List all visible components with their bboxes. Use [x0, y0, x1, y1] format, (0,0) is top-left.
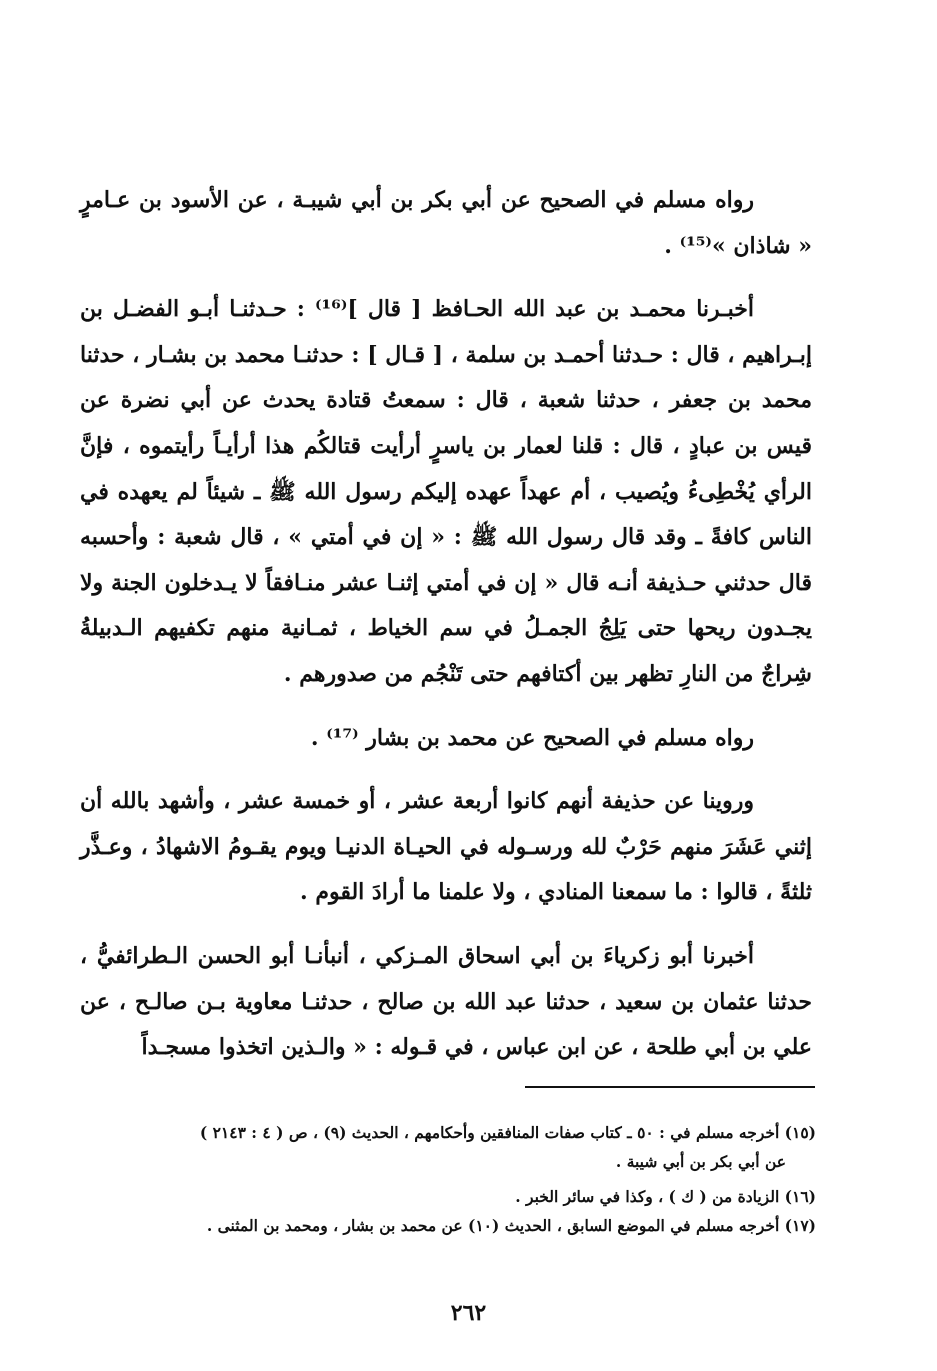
paragraph-4: وروينا عن حذيفة أنهم كانوا أربعة عشر ، أو خمسة عشر ، وأشهد بالله أن إثني عَشَرَ منهم حَرْبٌ لله ورسـوله في الحيـاة الدنيـا ويوم يقـومُ الاشهادُ ، وعـذَّر ثلثةً ، قالوا : ما سمعنا المنادي ، ولا علمنا ما أرادَ القوم .	[80, 788, 812, 906]
main-text	[80, 178, 812, 1071]
footnotes	[76, 1118, 816, 1240]
footnote-15-continuation: عن أبي بكر بن أبي شيبة .	[615, 1152, 786, 1171]
footnote-divider	[525, 1086, 815, 1088]
footnote-15: (١٥) أخرجه مسلم في : ٥٠ ـ كتاب صفات المنافقين وأحكامهم ، الحديث (٩) ، ص ( ٤ : ٢١٤٣ )	[199, 1123, 816, 1142]
paragraph-1: رواه مسلم في الصحيح عن أبي بكر بن أبي شيبـة ، عن الأسود بن عـامرٍ « شاذان »⁽¹⁵⁾ .	[80, 187, 812, 259]
footnote-16: (١٦) الزيادة من ( ك ) ، وكذا في سائر الخبر .	[515, 1187, 816, 1206]
paragraph-3: رواه مسلم في الصحيح عن محمد بن بشار ⁽¹⁷⁾ .	[310, 724, 754, 751]
paragraph-2: أخبـرنا محمـد بن عبد الله الحـافظ [ قال ]⁽¹⁶⁾ : حـدثنـا أبـو الفضـل بن إبـراهيم ، قال : حـدثنا أحمـد بن سلمة ، [ قـال ] : حدثنـا محمد بن بشـار ، حدثنا محمد بن جعفر ، حدثنا شعبة ، قال : سمعتُ قتادة يحدث عن أبي نضرة عن قيس بن عبادٍ ، قال : قلنا لعمار بن ياسرٍ أرأيت قتالكُم هذا أرأيـاً رأيتموه ، فإنَّ الرأي يُخْطِىءُ ويُصيب ، أم عهداً عهده إليكم رسول الله ﷺ ـ شيئاً لم يعهده في الناس كافةً ـ وقد قال رسول الله ﷺ : « إن في أمتي » ، قال شعبة : وأحسبه قال حدثني حـذيفة أنـه قال « إن في أمتي إثنـا عشر منـافقاً لا يـدخلون الجنة ولا يجـدون ريحها حتى يَلِجُ الجمـلُ في سم الخياط ، ثمـانية منهم تكفيهم الـدبيلةُ شِراجٌ من النارِ تظهر بين أكتافهم حتى تَنْجُم من صدورهم .	[80, 296, 812, 687]
paragraph-5: أخبرنا أبو زكرياءَ بن أبي اسحاق المـزكي ، أنبأنـا أبو الحسن الـطرائفيُّ ، حدثنا عثمان بن سعيد ، حدثنا عبد الله بن صالح ، حدثنـا معاوية بـن صالـح ، عن علي بن أبي طلحة ، عن ابن عباس ، في قـوله : « والـذين اتخذوا مسجـداً	[80, 942, 812, 1061]
page-number: ٢٦٢	[450, 1300, 487, 1326]
footnote-17: (١٧) أخرجه مسلم في الموضع السابق ، الحديث (١٠) عن محمد بن بشار ، ومحمد بن المثنى .	[206, 1216, 816, 1235]
